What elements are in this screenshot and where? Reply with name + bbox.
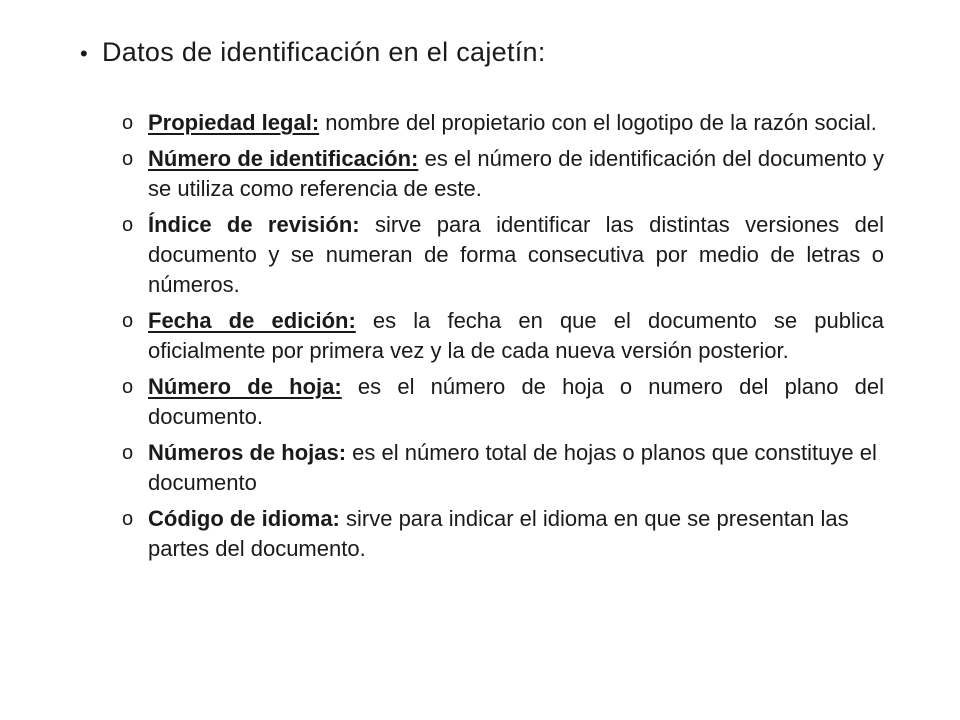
list-item-codigo-idioma [122, 504, 884, 564]
item-term: Índice de revisión: [148, 212, 360, 237]
item-description: nombre del propietario con el logotipo de la razón social. [319, 110, 877, 135]
item-description: es la fecha en que el documento se publica oficialmente por primera vez y la de cada nueva versión posterior. [148, 308, 884, 363]
item-description: sirve para indicar el idioma en que se presentan las partes del documento. [148, 506, 849, 561]
item-term: Número de hoja: [148, 374, 342, 399]
item-term: Propiedad legal: [148, 110, 320, 135]
item-text [148, 504, 884, 564]
list-item-numeros-hojas [122, 438, 884, 498]
circle-bullet-icon: o [122, 310, 134, 332]
item-term: Número de identificación: [148, 146, 419, 171]
heading-row [80, 30, 900, 76]
list-item-propiedad-legal [122, 108, 884, 138]
item-description: sirve para identificar las distintas versiones del documento y se numeran de forma consecutiva por medio de letras o números. [148, 212, 884, 297]
bullet-icon: • [80, 41, 88, 66]
list-item-fecha-edicion [122, 306, 884, 366]
item-text [148, 108, 884, 138]
circle-bullet-icon: o [122, 376, 134, 398]
item-text [148, 144, 884, 204]
circle-bullet-icon: o [122, 112, 134, 134]
item-description: es el número de hoja o numero del plano del documento. [148, 374, 885, 429]
item-term: Números de hojas: [148, 440, 347, 465]
definition-list [122, 108, 884, 570]
list-item-numero-hoja [122, 372, 884, 432]
list-item-indice-revision [122, 210, 884, 300]
item-text [148, 438, 884, 498]
circle-bullet-icon: o [122, 214, 134, 236]
item-term: Fecha de edición: [148, 308, 356, 333]
circle-bullet-icon: o [122, 148, 134, 170]
item-term: Código de idioma: [148, 506, 340, 531]
item-text [148, 372, 884, 432]
slide-heading: Datos de identificación en el cajetín: [102, 37, 546, 67]
list-item-numero-identificacion [122, 144, 884, 204]
circle-bullet-icon: o [122, 508, 134, 530]
item-description: es el número de identificación del documento y se utiliza como referencia de este. [148, 146, 884, 201]
item-text [148, 306, 884, 366]
circle-bullet-icon: o [122, 442, 134, 464]
item-text [148, 210, 884, 300]
item-description: es el número total de hojas o planos que constituye el documento [148, 440, 877, 495]
